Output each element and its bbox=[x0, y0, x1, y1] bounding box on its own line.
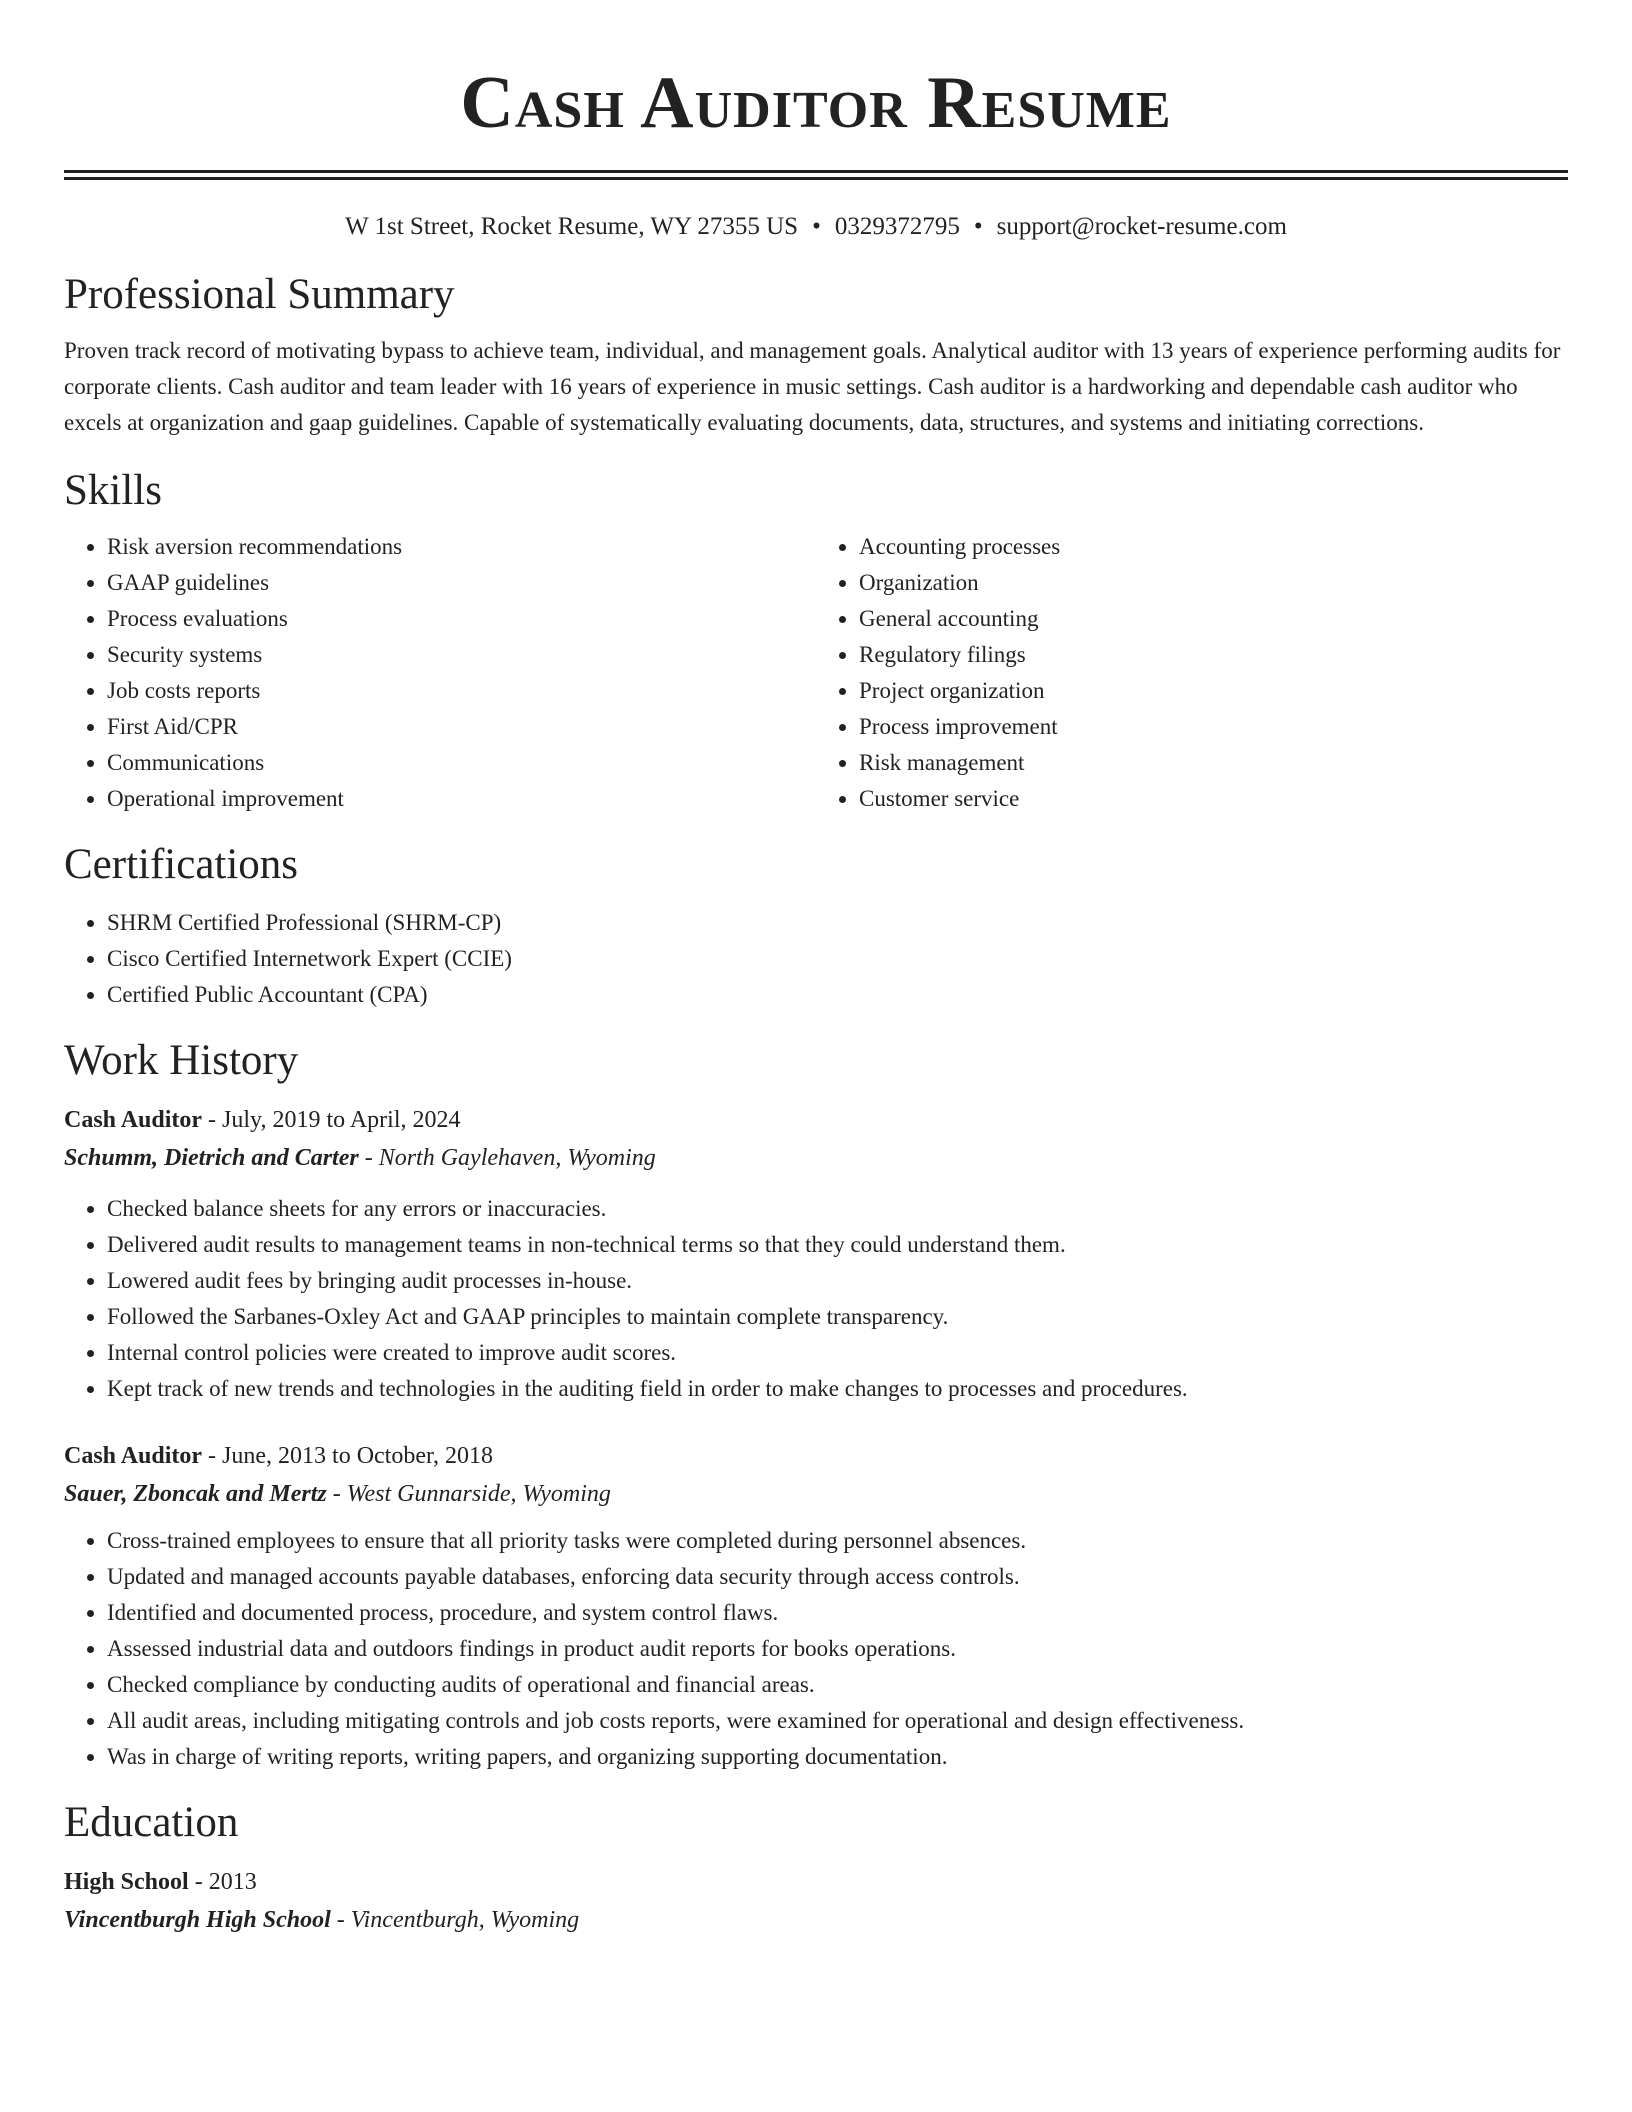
skill-item: • Job costs reports bbox=[107, 673, 816, 709]
skills-list-right bbox=[816, 529, 1568, 817]
job-bullets bbox=[64, 1523, 1568, 1775]
education-year: - 2013 bbox=[194, 1869, 257, 1895]
job-dates: - July, 2019 to April, 2024 bbox=[208, 1107, 461, 1133]
job-bullet: • All audit areas, including mitigating controls and job costs reports, were examined for operational and design effectiveness. bbox=[107, 1703, 1568, 1739]
skills-heading: Skills bbox=[64, 467, 162, 514]
work-history-heading: Work History bbox=[64, 1037, 299, 1084]
job-bullet: • Followed the Sarbanes-Oxley Act and GAAP principles to maintain complete transparency. bbox=[107, 1299, 1568, 1335]
education-location: - Vincentburgh, Wyoming bbox=[336, 1907, 580, 1933]
certifications-section bbox=[64, 839, 1568, 1013]
job-entry bbox=[64, 1437, 1568, 1775]
job-bullet: • Checked balance sheets for any errors or inaccuracies. bbox=[107, 1191, 1568, 1227]
skills-section bbox=[64, 465, 1568, 817]
skill-item: • Regulatory filings bbox=[859, 637, 1568, 673]
contact-address: W 1st Street, Rocket Resume, WY 27355 US bbox=[345, 213, 799, 240]
skill-item: • Customer service bbox=[859, 781, 1568, 817]
job-dates: - June, 2013 to October, 2018 bbox=[208, 1443, 494, 1469]
job-company: Sauer, Zboncak and Mertz bbox=[64, 1481, 327, 1507]
skill-item: • Security systems bbox=[107, 637, 816, 673]
job-bullet: • Kept track of new trends and technologies in the auditing field in order to make changes to processes and procedures. bbox=[107, 1371, 1568, 1407]
job-entry bbox=[64, 1101, 1568, 1407]
education-school: Vincentburgh High School bbox=[64, 1907, 331, 1933]
certification-item: • Cisco Certified Internetwork Expert (CCIE) bbox=[107, 941, 1568, 977]
job-title: Cash Auditor bbox=[64, 1443, 203, 1469]
summary-heading: Professional Summary bbox=[64, 271, 455, 318]
job-company-line bbox=[64, 1475, 1568, 1513]
skills-grid bbox=[64, 529, 1568, 817]
education-degree-line bbox=[64, 1863, 1568, 1901]
certification-item: • SHRM Certified Professional (SHRM-CP) bbox=[107, 905, 1568, 941]
job-location: - North Gaylehaven, Wyoming bbox=[364, 1145, 656, 1171]
education-degree: High School bbox=[64, 1869, 189, 1895]
education-heading: Education bbox=[64, 1799, 239, 1846]
job-company: Schumm, Dietrich and Carter bbox=[64, 1145, 359, 1171]
job-bullet: • Delivered audit results to management teams in non-technical terms so that they could understand them. bbox=[107, 1227, 1568, 1263]
skill-item: • Operational improvement bbox=[107, 781, 816, 817]
job-bullet: • Identified and documented process, procedure, and system control flaws. bbox=[107, 1595, 1568, 1631]
summary-section bbox=[64, 269, 1568, 441]
education-entry bbox=[64, 1863, 1568, 1939]
contact-line bbox=[64, 210, 1568, 244]
contact-separator: • bbox=[812, 213, 821, 240]
work-history-section bbox=[64, 1035, 1568, 1775]
skill-item: • Process evaluations bbox=[107, 601, 816, 637]
page-title: Cash Auditor Resume bbox=[460, 62, 1172, 144]
certifications-list bbox=[64, 905, 1568, 1013]
skill-item: • Organization bbox=[859, 565, 1568, 601]
skills-list-left bbox=[64, 529, 816, 817]
certification-item: • Certified Public Accountant (CPA) bbox=[107, 977, 1568, 1013]
skill-item: • Communications bbox=[107, 745, 816, 781]
skill-item: • Risk management bbox=[859, 745, 1568, 781]
education-school-line bbox=[64, 1901, 1568, 1939]
job-title-line bbox=[64, 1437, 1568, 1475]
contact-separator: • bbox=[973, 213, 983, 240]
certifications-heading: Certifications bbox=[64, 841, 299, 888]
job-bullet: • Internal control policies were created to improve audit scores. bbox=[107, 1335, 1568, 1371]
job-bullets bbox=[64, 1191, 1568, 1407]
job-bullet: • Checked compliance by conducting audits of operational and financial areas. bbox=[107, 1667, 1568, 1703]
skill-item: • Project organization bbox=[859, 673, 1568, 709]
job-title-line bbox=[64, 1101, 1568, 1139]
contact-email: support@rocket-resume.com bbox=[996, 213, 1287, 240]
job-company-line bbox=[64, 1139, 1568, 1177]
education-section bbox=[64, 1797, 1568, 1939]
skill-item: • General accounting bbox=[859, 601, 1568, 637]
job-title: Cash Auditor bbox=[64, 1107, 203, 1133]
job-bullet: • Updated and managed accounts payable databases, enforcing data security through access controls. bbox=[107, 1559, 1568, 1595]
job-bullet: • Cross-trained employees to ensure that all priority tasks were completed during personnel absences. bbox=[107, 1523, 1568, 1559]
title-divider bbox=[64, 170, 1568, 180]
skill-item: • Accounting processes bbox=[859, 529, 1568, 565]
job-bullet: • Lowered audit fees by bringing audit processes in-house. bbox=[107, 1263, 1568, 1299]
skill-item: • First Aid/CPR bbox=[107, 709, 816, 745]
contact-phone: 0329372795 bbox=[834, 213, 960, 240]
job-bullet: • Assessed industrial data and outdoors findings in product audit reports for books operations. bbox=[107, 1631, 1568, 1667]
skill-item: • Risk aversion recommendations bbox=[107, 529, 816, 565]
job-bullet: • Was in charge of writing reports, writing papers, and organizing supporting documentation. bbox=[107, 1739, 1568, 1775]
summary-text: Proven track record of motivating bypass to achieve team, individual, and management goals. Analytical auditor with 13 years of experience performing audits for corporate clients. Cash auditor and team leader with 16 years of experience in music settings. Cash auditor is a hardworking and dependable cash auditor who excels at organization and gaap guidelines. Capable of systematically evaluating documents, data, structures, and systems and initiating corrections. bbox=[64, 338, 1561, 435]
skill-item: • GAAP guidelines bbox=[107, 565, 816, 601]
skill-item: • Process improvement bbox=[859, 709, 1568, 745]
job-location: - West Gunnarside, Wyoming bbox=[332, 1481, 611, 1507]
